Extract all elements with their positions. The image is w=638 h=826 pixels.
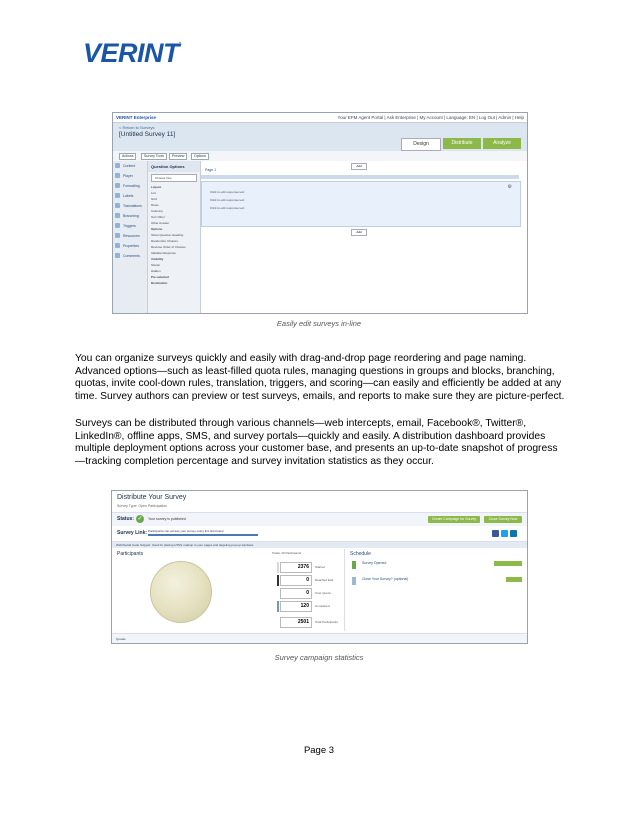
panel-line[interactable]: Text Other (151, 215, 165, 219)
quotas-footer (112, 633, 527, 644)
gear-icon[interactable]: ⚙ (507, 184, 512, 190)
nav-item[interactable] (113, 171, 147, 181)
panel-line[interactable]: Other Answer (151, 221, 170, 225)
player-icon (115, 173, 120, 178)
panel-line[interactable]: Rows (151, 203, 159, 207)
flag-icon (352, 577, 356, 585)
options-button[interactable]: Options (191, 153, 209, 160)
question-canvas (201, 161, 527, 313)
nav-item[interactable] (113, 161, 147, 171)
distribute-dashboard-screenshot (111, 490, 528, 644)
option-1[interactable]: Click to edit response text (210, 190, 245, 194)
tab-distribute[interactable]: Distribute (443, 138, 481, 149)
panel-line[interactable]: Show Question Heading (151, 233, 184, 237)
check-icon: ✓ (137, 516, 143, 522)
labels-icon (115, 193, 120, 198)
stat-color-bar (277, 601, 279, 612)
panel-line[interactable]: Columns (151, 209, 163, 213)
comments-icon (115, 253, 120, 258)
distribute-title: Distribute Your Survey (117, 494, 187, 501)
nav-label: Branching (123, 214, 139, 218)
page-number: Page 3 (303, 745, 335, 756)
twitter-icon[interactable] (501, 530, 508, 537)
totals-label: Totals: All Participants (272, 551, 302, 555)
panel-line: Pre-selected (151, 275, 169, 279)
caption-distribute: Survey campaign statistics (274, 653, 364, 662)
top-bar (113, 113, 527, 123)
nav-item[interactable] (113, 221, 147, 231)
title-band (113, 123, 527, 151)
stat-color-bar (277, 575, 279, 586)
linkedin-icon[interactable] (510, 530, 517, 537)
panel-title: Question Options (148, 161, 200, 172)
nav-item[interactable] (113, 251, 147, 261)
panel-select[interactable]: Choose One (151, 174, 197, 182)
panel-line[interactable]: Validate Response (151, 251, 176, 255)
schedule-title[interactable]: Schedule (350, 551, 371, 557)
panel-line: Options (151, 227, 163, 231)
nav-label: Translations (123, 204, 142, 208)
stat-value: 2501 (280, 617, 312, 628)
participants-title: Participants (117, 551, 144, 557)
survey-link-row (112, 526, 527, 542)
flag-icon (352, 561, 356, 569)
schedule-button[interactable] (494, 561, 522, 566)
option-3[interactable]: Click to edit response text (210, 206, 245, 210)
stat-label: Started (315, 565, 325, 569)
close-survey-button[interactable]: Close Survey Now (484, 516, 522, 523)
stat-value: 2376 (280, 562, 312, 573)
panel-line[interactable]: List (151, 191, 156, 195)
content-icon (115, 163, 120, 168)
survey-tools-button[interactable]: Survey Tools (141, 153, 167, 160)
nav-label: Triggers (123, 224, 136, 228)
stat-value: 120 (280, 601, 312, 612)
nav-item[interactable] (113, 181, 147, 191)
caption-editor: Easily edit surveys in-line (276, 319, 362, 328)
stat-value: 0 (280, 575, 312, 586)
schedule-opened: Survey Opened (362, 561, 387, 565)
paragraph-organize: You can organize surveys quickly and easily with drag-and-drop page reordering and page naming. Advanced options—such as least-filled quota rules, managing questions in groups and blocks, branching, quotas, invite cool-down rules, translation, triggers, and scoring—can easily and efficiently be added at any time. Survey authors can preview or test surveys, emails, and reports to make sure they are picture-perfect. (75, 353, 565, 402)
survey-link-label: Survey Link: (117, 530, 148, 536)
stat-value: 0 (280, 588, 312, 599)
nav-label: Properties (123, 244, 139, 248)
question-options-panel (148, 161, 201, 313)
nav-label: Comments (123, 254, 140, 258)
schedule-panel (346, 549, 527, 631)
nav-item[interactable] (113, 241, 147, 251)
quotas-label[interactable]: Quotas (116, 637, 126, 641)
survey-type: Survey Type: Open Participation (117, 504, 168, 508)
stat-label: Over Quota (315, 591, 331, 595)
triggers-icon (115, 223, 120, 228)
verint-logo (83, 38, 180, 69)
panel-line: Visibility (151, 257, 164, 261)
nav-label: Formatting (123, 184, 140, 188)
survey-name: [Untitled Survey 11] (119, 131, 176, 138)
participants-panel (112, 549, 345, 631)
preview-button[interactable]: Preview (169, 153, 187, 160)
nav-label: Resources (123, 234, 140, 238)
tab-design[interactable]: Design (401, 138, 441, 151)
actions-button[interactable]: Actions (119, 153, 136, 160)
survey-editor-screenshot (112, 112, 528, 314)
question-header-strip (201, 175, 519, 179)
page-label[interactable]: Page 1 (205, 168, 217, 172)
top-links[interactable]: Your EFM Agent Portal | Ask Enterprise | My Account | Language: EN | Log Out | Admin | Help (337, 115, 524, 120)
stat-label: Total Participants (315, 620, 338, 624)
panel-line[interactable]: Shown (151, 263, 161, 267)
survey-url[interactable] (148, 534, 258, 536)
nav-item[interactable] (113, 211, 147, 221)
translations-icon (115, 203, 120, 208)
nav-item[interactable] (113, 191, 147, 201)
stat-label: Reached End (315, 578, 334, 582)
breadcrumb[interactable]: < Return to Surveys (119, 125, 155, 130)
nav-item[interactable] (113, 201, 147, 211)
panel-line[interactable]: Randomize Choices (151, 239, 178, 243)
mode-tabs (401, 138, 521, 151)
facebook-icon[interactable] (492, 530, 499, 537)
panel-line: Destination (151, 281, 168, 285)
add-button-bottom[interactable]: Add (351, 229, 367, 236)
option-2[interactable]: Click to edit response text (210, 198, 245, 202)
nav-label: Player (123, 174, 133, 178)
branching-icon (115, 213, 120, 218)
stat-color-bar (277, 588, 279, 599)
stat-color-bar (277, 617, 279, 628)
survey-link-text: Participants can access your survey using this link below: (148, 529, 225, 533)
resources-icon (115, 233, 120, 238)
status-label: Status: (117, 516, 134, 522)
schedule-button[interactable] (506, 577, 522, 582)
status-row (112, 512, 527, 527)
code-snippet-text: Web/Social Code Snippet: Used for placing HTML markup to your pages and targeting pop-up windows. (116, 543, 254, 547)
schedule-close: Close Your Survey? (optional) (362, 577, 409, 581)
properties-icon (115, 243, 120, 248)
nav-item[interactable] (113, 231, 147, 241)
brand-label: VERINT Enterprise (116, 115, 157, 120)
stat-color-bar (277, 562, 279, 573)
left-nav (113, 161, 148, 313)
code-snippet-bar[interactable] (112, 542, 527, 548)
status-text: Your survey is published (148, 517, 186, 521)
participation-pie (150, 561, 212, 623)
panel-line[interactable]: Reverse Order of Choices (151, 245, 186, 249)
stat-label: Completed (315, 604, 330, 608)
logo-tm: . (179, 38, 181, 45)
formatting-icon (115, 183, 120, 188)
nav-label: Content (123, 164, 136, 168)
nav-label: Labels (123, 194, 134, 198)
paragraph-distribute: Surveys can be distributed through various channels—web intercepts, email, Facebook®, Twitter®, LinkedIn®, offline apps, SMS, and survey portals—quickly and easily. A distribution dashboard provides multiple deployment options across your customer base, and presents an up-to-date snapshot of progress—tracking completion percentage and survey invitation statistics as they occur. (75, 418, 558, 467)
logo-text: VERINT (83, 38, 180, 68)
panel-line[interactable]: Hidden (151, 269, 161, 273)
panel-line: Layout (151, 185, 161, 189)
question-box[interactable] (201, 181, 521, 227)
create-campaign-button[interactable]: Create Campaign for Survey (428, 516, 480, 523)
panel-line[interactable]: Grid (151, 197, 157, 201)
add-button-top[interactable]: Add (351, 163, 367, 170)
tab-analyze[interactable]: Analyze (483, 138, 521, 149)
